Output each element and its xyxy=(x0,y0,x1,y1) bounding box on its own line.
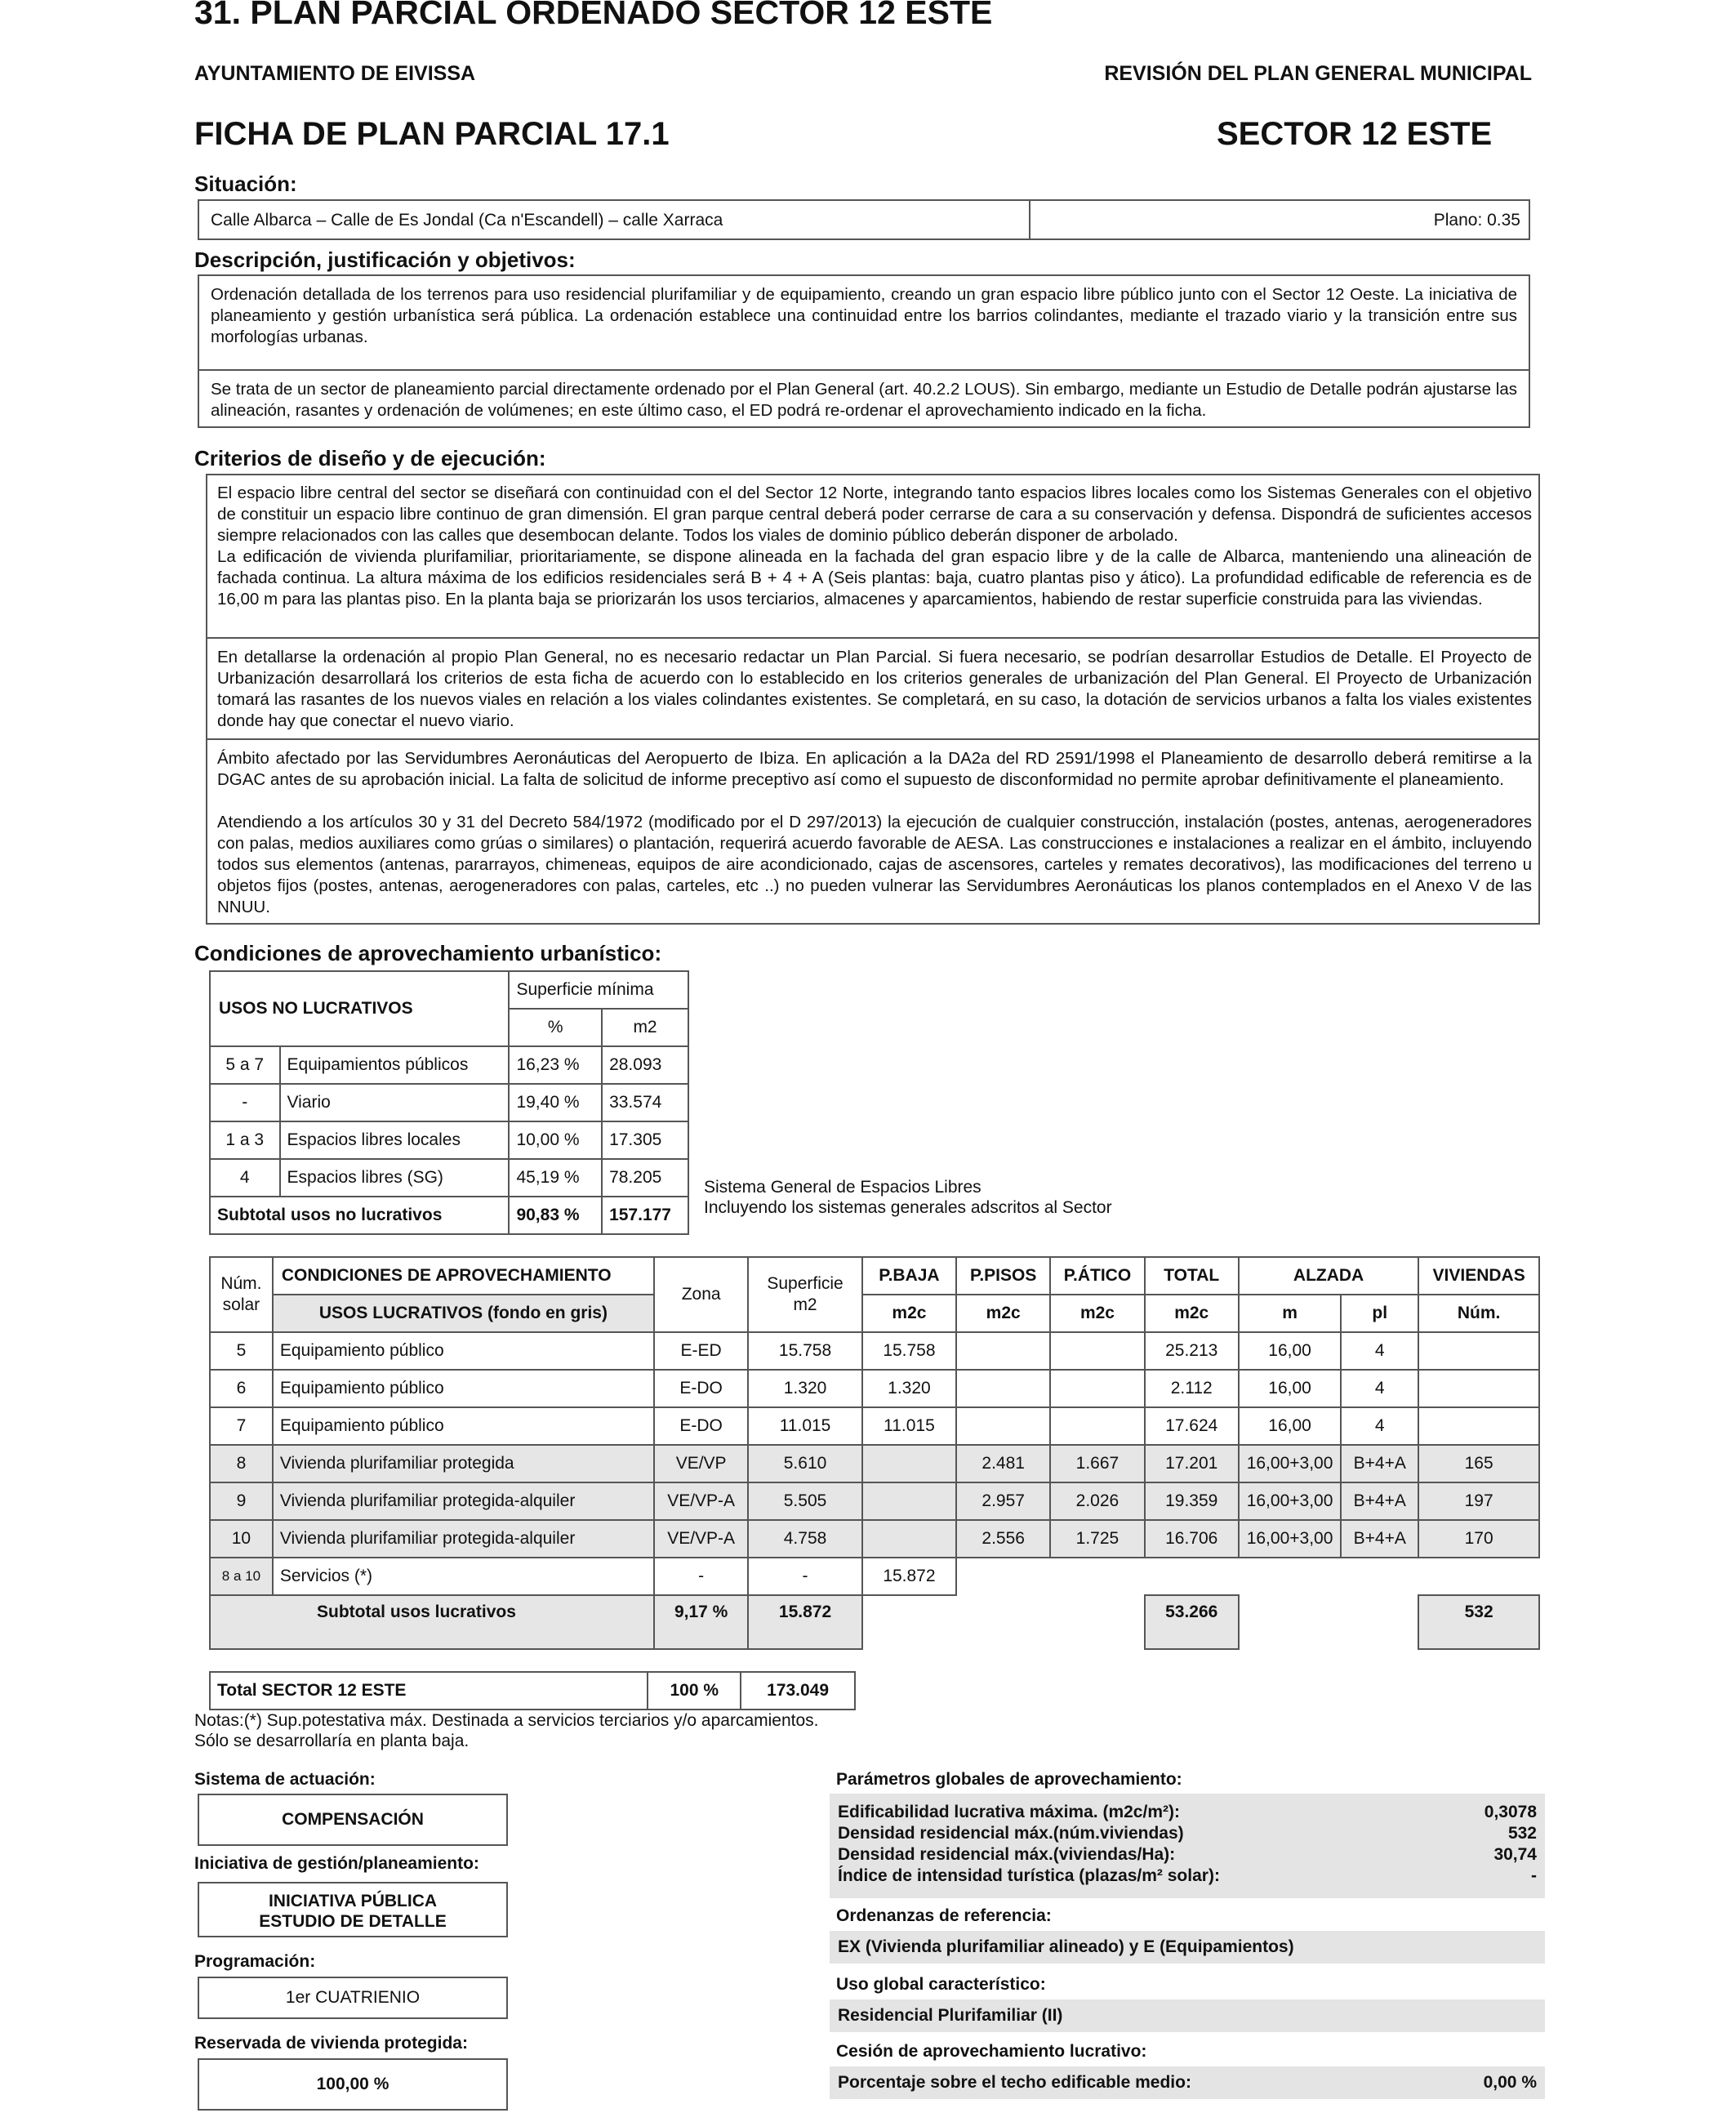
cell-m: 16,00+3,00 xyxy=(1239,1520,1341,1558)
table-row xyxy=(210,1445,1539,1482)
descripcion-box-2 xyxy=(198,369,1530,428)
cell-total: 19.359 xyxy=(1145,1482,1239,1520)
reservada-label: Reservada de vivienda protegida: xyxy=(194,2034,468,2053)
pct-header: % xyxy=(509,1009,602,1046)
row-pct: 19,40 % xyxy=(509,1084,602,1121)
h-cond: CONDICIONES DE APROVECHAMIENTO xyxy=(273,1257,654,1295)
h-alzada: ALZADA xyxy=(1239,1257,1418,1295)
h-num: Núm. solar xyxy=(210,1257,273,1332)
table-row xyxy=(210,1084,688,1121)
cell-sup: 15.758 xyxy=(748,1332,862,1370)
cell-pa xyxy=(1050,1407,1144,1445)
cell-pp xyxy=(956,1407,1050,1445)
cell-total: 25.213 xyxy=(1145,1332,1239,1370)
row-m2: 17.305 xyxy=(602,1121,688,1159)
row-code: 4 xyxy=(210,1159,280,1197)
cell-uso: Vivienda plurifamiliar protegida xyxy=(273,1445,654,1482)
sg-note-1: Sistema General de Espacios Libres xyxy=(704,1178,982,1197)
table-row xyxy=(210,1121,688,1159)
cell-total: 2.112 xyxy=(1145,1370,1239,1407)
header-left: AYUNTAMIENTO DE EIVISSA xyxy=(194,62,476,85)
table-row xyxy=(210,1407,1539,1445)
ordenanzas-value: EX (Vivienda plurifamiliar alineado) y E (Equipamientos) xyxy=(830,1931,1545,1964)
total-sector-label: Total SECTOR 12 ESTE xyxy=(210,1672,648,1710)
row-name: Espacios libres locales xyxy=(280,1121,510,1159)
cell-uso: Equipamiento público xyxy=(273,1332,654,1370)
header-right: REVISIÓN DEL PLAN GENERAL MUNICIPAL xyxy=(1104,62,1532,85)
row-code: 1 a 3 xyxy=(210,1121,280,1159)
row-code: 5 a 7 xyxy=(210,1046,280,1084)
cell-pp: 2.556 xyxy=(956,1520,1050,1558)
u-pp: m2c xyxy=(956,1295,1050,1332)
cell-zona: VE/VP-A xyxy=(654,1520,748,1558)
iniciativa-v1: INICIATIVA PÚBLICA xyxy=(268,1892,438,1910)
cell-pb xyxy=(862,1482,956,1520)
cesion-label: Cesión de aprovechamiento lucrativo: xyxy=(836,2042,1147,2061)
parametros-panel xyxy=(830,1794,1545,1898)
param-key: Edificabilidad lucrativa máxima. (m2c/m²): xyxy=(838,1803,1180,1821)
no-lucrativos-title: USOS NO LUCRATIVOS xyxy=(210,971,509,1046)
cell-viv xyxy=(1418,1370,1539,1407)
luc-subtotal-sup: 15.872 xyxy=(748,1595,862,1649)
descripcion-p1: Ordenación detallada de los terrenos para uso residencial plurifamiliar y de equipamiento, creando un gran espacio libre público junto con el Sector 12 Oeste. La iniciativa de planeamiento y gestión urbanística será pública. La ordenación establece una continuidad entre los barrios colindantes, mediante el trazado viario y la transición entre sus morfologías urbanas. xyxy=(211,285,1517,346)
cell-m: 16,00 xyxy=(1239,1407,1341,1445)
criterios-p1: El espacio libre central del sector se diseñará con continuidad con el del Sector 12 Norte, integrando tanto espacios libres locales como los Sistemas Generales con el objetivo de constituir un espacio libre continuo de gran dimensión. El gran parque central deberá poder cerrarse de cara a su conservación y defensa. Dispondrá de suficientes accesos siempre relacionados con las calles que desembocan delante. Todos los viales de dominio público deberán disponer de arbolado. xyxy=(217,484,1532,545)
h-total: TOTAL xyxy=(1145,1257,1239,1295)
cell-pb: 11.015 xyxy=(862,1407,956,1445)
cell-num: 6 xyxy=(210,1370,273,1407)
u-pl: pl xyxy=(1341,1295,1418,1332)
cell-pl: B+4+A xyxy=(1341,1520,1418,1558)
cell-num: 7 xyxy=(210,1407,273,1445)
cell-pa xyxy=(1050,1370,1144,1407)
serv-num: 8 a 10 xyxy=(210,1558,273,1595)
param-value: 532 xyxy=(1507,1824,1537,1843)
h-usos: USOS LUCRATIVOS (fondo en gris) xyxy=(273,1295,654,1332)
cell-sup: 1.320 xyxy=(748,1370,862,1407)
sup-min-header: Superficie mínima xyxy=(509,971,688,1009)
no-lucrativos-table xyxy=(209,970,689,1235)
row-pct: 45,19 % xyxy=(509,1159,602,1197)
table-row xyxy=(210,1520,1539,1558)
notas-line-2: Sólo se desarrollaría en planta baja. xyxy=(194,1732,470,1750)
h-zona: Zona xyxy=(654,1257,748,1332)
situacion-plano: Plano: 0.35 xyxy=(1433,211,1520,230)
cell-sup: 11.015 xyxy=(748,1407,862,1445)
cell-pb: 15.758 xyxy=(862,1332,956,1370)
h-patico: P.ÁTICO xyxy=(1050,1257,1144,1295)
cell-pb xyxy=(862,1445,956,1482)
cell-pl: 4 xyxy=(1341,1332,1418,1370)
cell-pp xyxy=(956,1332,1050,1370)
h-pbaja: P.BAJA xyxy=(862,1257,956,1295)
programacion-label: Programación: xyxy=(194,1952,316,1971)
page-heading: 31. PLAN PARCIAL ORDENADO SECTOR 12 ESTE xyxy=(194,0,993,31)
cell-pb xyxy=(862,1520,956,1558)
uso-global-value: Residencial Plurifamiliar (II) xyxy=(830,1999,1545,2032)
sg-note-2: Incluyendo los sistemas generales adscritos al Sector xyxy=(704,1198,1112,1217)
cell-pb: 1.320 xyxy=(862,1370,956,1407)
criterios-p3b: Atendiendo a los artículos 30 y 31 del Decreto 584/1972 (modificado por el D 297/2013) la ejecución de cualquier construcción, instalación (postes, antenas, aerogeneradores con palas, medios auxiliares como grúas o similares) o plantación, requerirá acuerdo favorable de AESA. Las construcciones e instalaciones a realizar en el ámbito, incluyendo todos sus elementos (antenas, pararrayos, chimeneas, equipos de aire acondicionado, cajas de ascensores, carteles y remates decorativos), las modificaciones del terreno u objetos fijos (postes, antenas, aerogeneradores con palas, carteles, etc ..) no pueden vulnerar las Servidumbres Aeronáuticas los planos contemplados en el Anexo V de las NNUU. xyxy=(217,813,1532,916)
cesion-key: Porcentaje sobre el techo edificable medio: xyxy=(838,2073,1191,2092)
ficha-title: FICHA DE PLAN PARCIAL 17.1 xyxy=(194,116,670,152)
cell-total: 17.624 xyxy=(1145,1407,1239,1445)
condiciones-label: Condiciones de aprovechamiento urbanístico: xyxy=(194,941,662,965)
u-pb: m2c xyxy=(862,1295,956,1332)
programacion-value: 1er CUATRIENIO xyxy=(198,1977,508,2019)
param-key: Densidad residencial máx.(núm.viviendas) xyxy=(838,1824,1184,1843)
cell-zona: VE/VP-A xyxy=(654,1482,748,1520)
h-viv: VIVIENDAS xyxy=(1418,1257,1539,1295)
criterios-p1b: La edificación de vivienda plurifamiliar, prioritariamente, se dispone alineada en la fachada del gran espacio libre y de la calle de Albarca, manteniendo una alineación de fachada continua. La altura máxima de los edificios residenciales será B + 4 + A (Seis plantas: baja, cuatro plantas piso y ático). La profundidad edificable de referencia es de 16,00 m para las plantas piso. En la planta baja se priorizarán los usos terciarios, almacenes y aparcamientos, habiendo de restar superficie construida para las viviendas. xyxy=(217,547,1532,608)
cell-pa: 1.667 xyxy=(1050,1445,1144,1482)
criterios-box-1 xyxy=(206,474,1540,639)
situacion-label: Situación: xyxy=(194,172,297,196)
situacion-plano-box xyxy=(1029,199,1530,240)
cell-pp xyxy=(956,1370,1050,1407)
descripcion-label: Descripción, justificación y objetivos: xyxy=(194,247,576,272)
serv-sup: - xyxy=(748,1558,862,1595)
cesion-value: 0,00 % xyxy=(1483,2073,1537,2092)
reservada-value: 100,00 % xyxy=(198,2058,508,2111)
u-m: m xyxy=(1239,1295,1341,1332)
table-row xyxy=(210,1332,1539,1370)
subtotal-label: Subtotal usos no lucrativos xyxy=(210,1197,509,1234)
criterios-box-3 xyxy=(206,738,1540,925)
row-pct: 16,23 % xyxy=(509,1046,602,1084)
cell-uso: Equipamiento público xyxy=(273,1370,654,1407)
luc-subtotal-label: Subtotal usos lucrativos xyxy=(210,1595,654,1649)
u-pa: m2c xyxy=(1050,1295,1144,1332)
row-m2: 33.574 xyxy=(602,1084,688,1121)
row-pct: 10,00 % xyxy=(509,1121,602,1159)
total-sector-m2: 173.049 xyxy=(741,1672,855,1710)
cell-zona: VE/VP xyxy=(654,1445,748,1482)
lucrativos-subtotal-row xyxy=(210,1595,1539,1649)
parametros-label: Parámetros globales de aprovechamiento: xyxy=(836,1770,1182,1789)
cell-viv xyxy=(1418,1332,1539,1370)
table-row xyxy=(210,1159,688,1197)
iniciativa-box xyxy=(198,1882,508,1937)
cell-uso: Vivienda plurifamiliar protegida-alquiler xyxy=(273,1482,654,1520)
cell-sup: 5.505 xyxy=(748,1482,862,1520)
subtotal-m2: 157.177 xyxy=(602,1197,688,1234)
serv-zona: - xyxy=(654,1558,748,1595)
sistema-label: Sistema de actuación: xyxy=(194,1770,376,1789)
lucrativos-table xyxy=(209,1256,1540,1650)
param-value: 0,3078 xyxy=(1484,1803,1537,1821)
cell-total: 17.201 xyxy=(1145,1445,1239,1482)
uso-global-label: Uso global característico: xyxy=(836,1975,1046,1994)
cell-m: 16,00+3,00 xyxy=(1239,1482,1341,1520)
cell-viv: 197 xyxy=(1418,1482,1539,1520)
u-total: m2c xyxy=(1145,1295,1239,1332)
h-ppisos: P.PISOS xyxy=(956,1257,1050,1295)
row-m2: 78.205 xyxy=(602,1159,688,1197)
cell-m: 16,00 xyxy=(1239,1370,1341,1407)
criterios-label: Criterios de diseño y de ejecución: xyxy=(194,446,546,470)
cell-m: 16,00 xyxy=(1239,1332,1341,1370)
h-sup: Superficie m2 xyxy=(748,1257,862,1332)
luc-subtotal-pct: 9,17 % xyxy=(654,1595,748,1649)
criterios-p2: En detallarse la ordenación al propio Plan General, no es necesario redactar un Plan Parcial. Si fuera necesario, se podrían desarrollar Estudios de Detalle. El Proyecto de Urbanización desarrollará los criterios de esta ficha de acuerdo con lo establecido en los criterios generales de urbanización del Plan General. El Proyecto de Urbanización tomará las rasantes de los nuevos viales en relación a los viales colindantes existentes. Se completará, en su caso, la dotación de servicios urbanos a falta los viales existentes donde hay que conectar el nuevo viario. xyxy=(217,648,1532,730)
cell-zona: E-DO xyxy=(654,1407,748,1445)
m2-header: m2 xyxy=(602,1009,688,1046)
cell-pl: B+4+A xyxy=(1341,1482,1418,1520)
row-name: Equipamientos públicos xyxy=(280,1046,510,1084)
cell-zona: E-ED xyxy=(654,1332,748,1370)
iniciativa-label: Iniciativa de gestión/planeamiento: xyxy=(194,1854,479,1873)
cell-m: 16,00+3,00 xyxy=(1239,1445,1341,1482)
descripcion-p2: Se trata de un sector de planeamiento parcial directamente ordenado por el Plan General (art. 40.2.2 LOUS). Sin embargo, mediante un Estudio de Detalle podrán ajustarse las alineación, rasantes y ordenación de volúmenes; en este último caso, el ED podrá re-ordenar el aprovechamiento indicado en la ficha. xyxy=(211,380,1517,420)
cell-sup: 5.610 xyxy=(748,1445,862,1482)
cell-num: 10 xyxy=(210,1520,273,1558)
param-value: 30,74 xyxy=(1493,1845,1537,1864)
situacion-address-box xyxy=(198,199,1030,240)
serv-pb: 15.872 xyxy=(862,1558,956,1595)
cell-num: 9 xyxy=(210,1482,273,1520)
situacion-address: Calle Albarca – Calle de Es Jondal (Ca n'Escandell) – calle Xarraca xyxy=(211,211,723,230)
cell-pp: 2.957 xyxy=(956,1482,1050,1520)
sector-title: SECTOR 12 ESTE xyxy=(1217,116,1493,152)
sistema-value: COMPENSACIÓN xyxy=(198,1794,508,1846)
cell-pl: 4 xyxy=(1341,1370,1418,1407)
cesion-panel xyxy=(830,2066,1545,2099)
cell-pl: B+4+A xyxy=(1341,1445,1418,1482)
cell-uso: Equipamiento público xyxy=(273,1407,654,1445)
param-row xyxy=(838,1823,1537,1844)
servicios-row xyxy=(210,1558,1539,1595)
cell-sup: 4.758 xyxy=(748,1520,862,1558)
cell-pl: 4 xyxy=(1341,1407,1418,1445)
luc-subtotal-viv: 532 xyxy=(1418,1595,1539,1649)
param-key: Densidad residencial máx.(viviendas/Ha): xyxy=(838,1845,1176,1864)
param-value: - xyxy=(1531,1866,1537,1885)
serv-uso: Servicios (*) xyxy=(273,1558,654,1595)
cell-pa: 2.026 xyxy=(1050,1482,1144,1520)
param-key: Índice de intensidad turística (plazas/m² solar): xyxy=(838,1866,1220,1885)
u-num: Núm. xyxy=(1418,1295,1539,1332)
cell-viv: 170 xyxy=(1418,1520,1539,1558)
criterios-p3: Ámbito afectado por las Servidumbres Aeronáuticas del Aeropuerto de Ibiza. En aplicación a la DA2a del RD 2591/1998 el Planeamiento de desarrollo deberá remitirse a la DGAC antes de su aprobación inicial. La falta de solicitud de informe preceptivo así como el supuesto de disconformidad no permite aprobar definitivamente el planeamiento. xyxy=(217,749,1532,789)
cell-viv xyxy=(1418,1407,1539,1445)
ordenanzas-label: Ordenanzas de referencia: xyxy=(836,1906,1052,1925)
param-row xyxy=(838,1802,1537,1823)
iniciativa-v2: ESTUDIO DE DETALLE xyxy=(259,1912,447,1931)
param-row xyxy=(838,1844,1537,1866)
cell-pa: 1.725 xyxy=(1050,1520,1144,1558)
cell-num: 5 xyxy=(210,1332,273,1370)
param-row xyxy=(838,1866,1537,1887)
cell-num: 8 xyxy=(210,1445,273,1482)
luc-subtotal-total: 53.266 xyxy=(1145,1595,1239,1649)
table-row xyxy=(210,1370,1539,1407)
criterios-box-2 xyxy=(206,637,1540,740)
cell-pa xyxy=(1050,1332,1144,1370)
subtotal-row xyxy=(210,1197,688,1234)
row-code: - xyxy=(210,1084,280,1121)
cell-viv: 165 xyxy=(1418,1445,1539,1482)
descripcion-box-1 xyxy=(198,274,1530,371)
cell-uso: Vivienda plurifamiliar protegida-alquiler xyxy=(273,1520,654,1558)
cell-zona: E-DO xyxy=(654,1370,748,1407)
notas-line-1: Notas:(*) Sup.potestativa máx. Destinada a servicios terciarios y/o aparcamientos. xyxy=(194,1711,819,1730)
cell-total: 16.706 xyxy=(1145,1520,1239,1558)
cell-pp: 2.481 xyxy=(956,1445,1050,1482)
total-sector-table xyxy=(209,1671,856,1710)
row-m2: 28.093 xyxy=(602,1046,688,1084)
row-name: Espacios libres (SG) xyxy=(280,1159,510,1197)
table-row xyxy=(210,1482,1539,1520)
table-row xyxy=(210,1046,688,1084)
subtotal-pct: 90,83 % xyxy=(509,1197,602,1234)
total-sector-pct: 100 % xyxy=(648,1672,741,1710)
row-name: Viario xyxy=(280,1084,510,1121)
